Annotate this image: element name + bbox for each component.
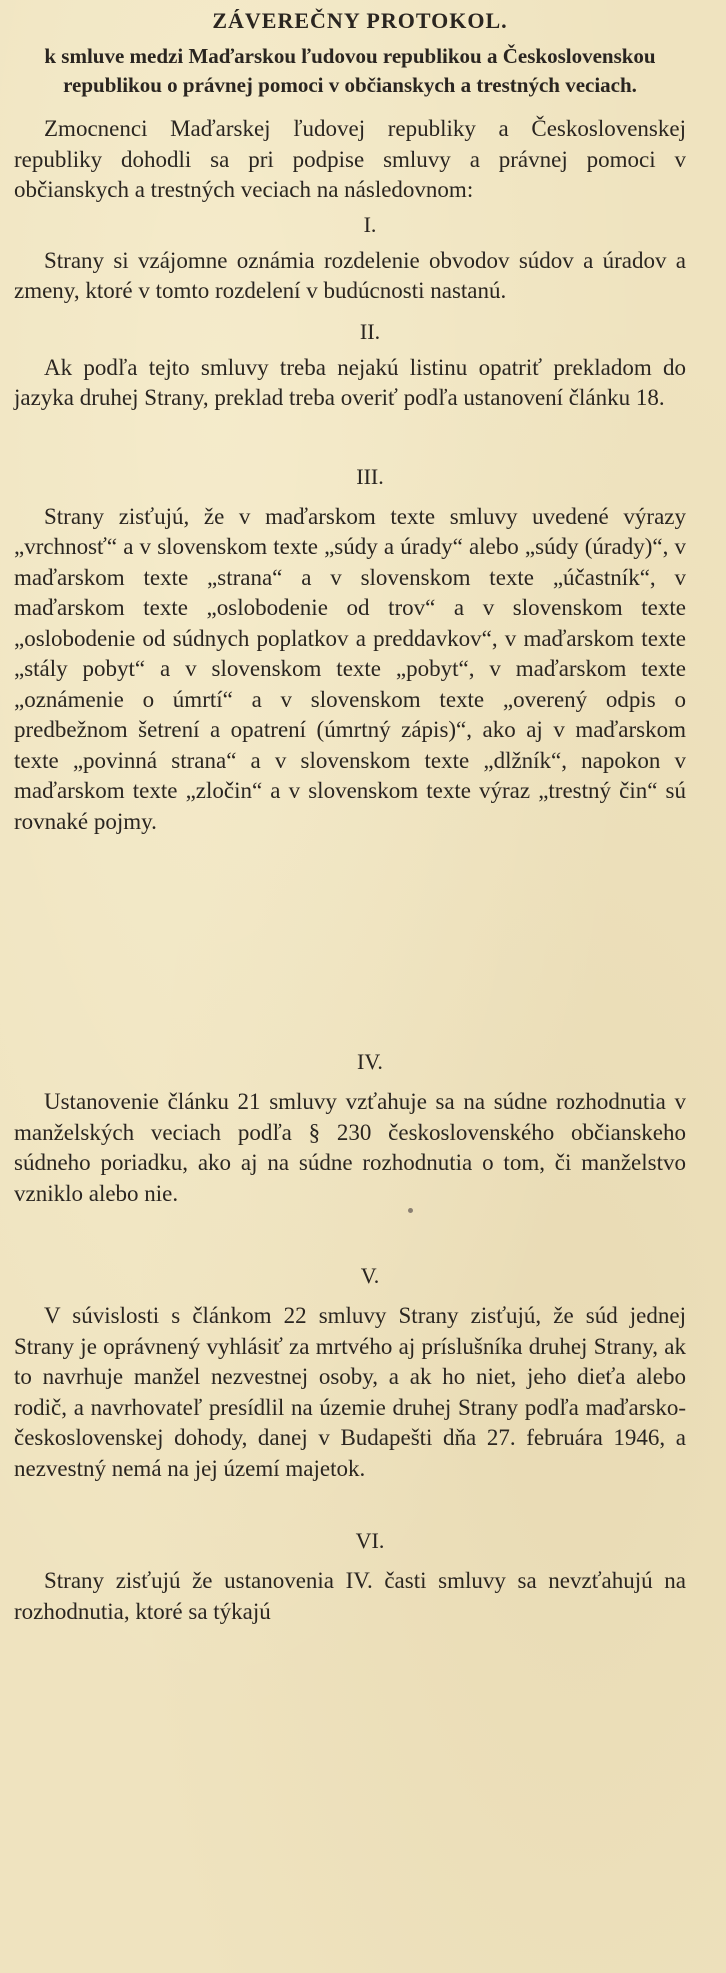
ink-speck	[408, 1208, 413, 1213]
section-v-text: V súvislosti s článkom 22 smluvy Strany zisťujú, že súd jednej Strany je oprávnený vyhlásiť za mrtvého aj príslušníka druhej Strany, ak to navrhuje manžel nezvestnej osoby, a ak ho niet, jeho dieťa alebo rodič, a navrhovateľ presídlil na územie druhej Strany podľa maďarsko-československej dohody, danej v Budapešti dňa 27. februára 1946, a nezvestný nemá na jej území majetok.	[14, 1303, 686, 1481]
section-numeral-i: I.	[363, 211, 377, 237]
section-vi-text: Strany zisťujú že ustanovenia IV. časti smluvy sa nevzťahujú na rozhodnutia, ktoré sa týkajú	[14, 1568, 686, 1624]
section-numeral-iii: III.	[356, 463, 384, 489]
document-title: ZÁVEREČNY PROTOKOL.	[212, 8, 508, 33]
section-i-text: Strany si vzájomne oznámia rozdelenie obvodov súdov a úradov a zmeny, ktoré v tomto rozdelení v budúcnosti nastanú.	[14, 247, 686, 303]
section-iv-text: Ustanovenie článku 21 smluvy vzťahuje sa na súdne rozhodnutia v manželských veciach podľa § 230 československého občianskeho súdneho poriadku, ako aj na súdne rozhodnutia o tom, či manželstvo vzniklo alebo nie.	[14, 1089, 686, 1206]
section-iii-text: Strany zisťujú, že v maďarskom texte smluvy uvedené výrazy „vrchnosť“ a v slovenskom texte „súdy a úrady“ alebo „súdy (úrady)“, v maďarskom texte „strana“ a v slovenskom texte „účastník“, v maďarskom texte „oslobodenie od trov“ a v slovenskom texte „oslobodenie od súdnych poplatkov a preddavkov“, v maďarskom texte „stály pobyt“ a v slovenskom texte „pobyt“, v maďarskom texte „oznámenie o úmrtí“ a v slovenskom texte „overený odpis o predbežnom šetrení a opatrení (úmrtný zápis)“, ako aj v maďarskom texte „povinná strana“ a v slovenskom texte „dlžník“, napokon v maďarskom texte „zločin“ a v slovenskom texte výraz „trestný čin“ sú rovnaké pojmy.	[14, 503, 686, 834]
section-numeral-v: V.	[360, 1263, 380, 1288]
section-numeral-ii: II.	[359, 318, 381, 344]
intro-paragraph: Zmocnenci Maďarskej ľudovej republiky a Československej republiky dohodli sa pri podpise smluvy a právnej pomoci v občianskych a trestných veciach na následovnom:	[14, 116, 686, 202]
section-numeral-iv: IV.	[357, 1049, 383, 1074]
section-ii-text: Ak podľa tejto smluvy treba nejakú listinu opatriť prekladom do jazyka druhej Strany, preklad treba overiť podľa ustanovení článku 18.	[14, 354, 686, 410]
document-subtitle: k smluve medzi Maďarskou ľudovou republikou a Československou republikou o právnej pomoci v občianskych a trestných veciach.	[44, 44, 656, 97]
section-numeral-vi: VI.	[355, 1528, 385, 1553]
